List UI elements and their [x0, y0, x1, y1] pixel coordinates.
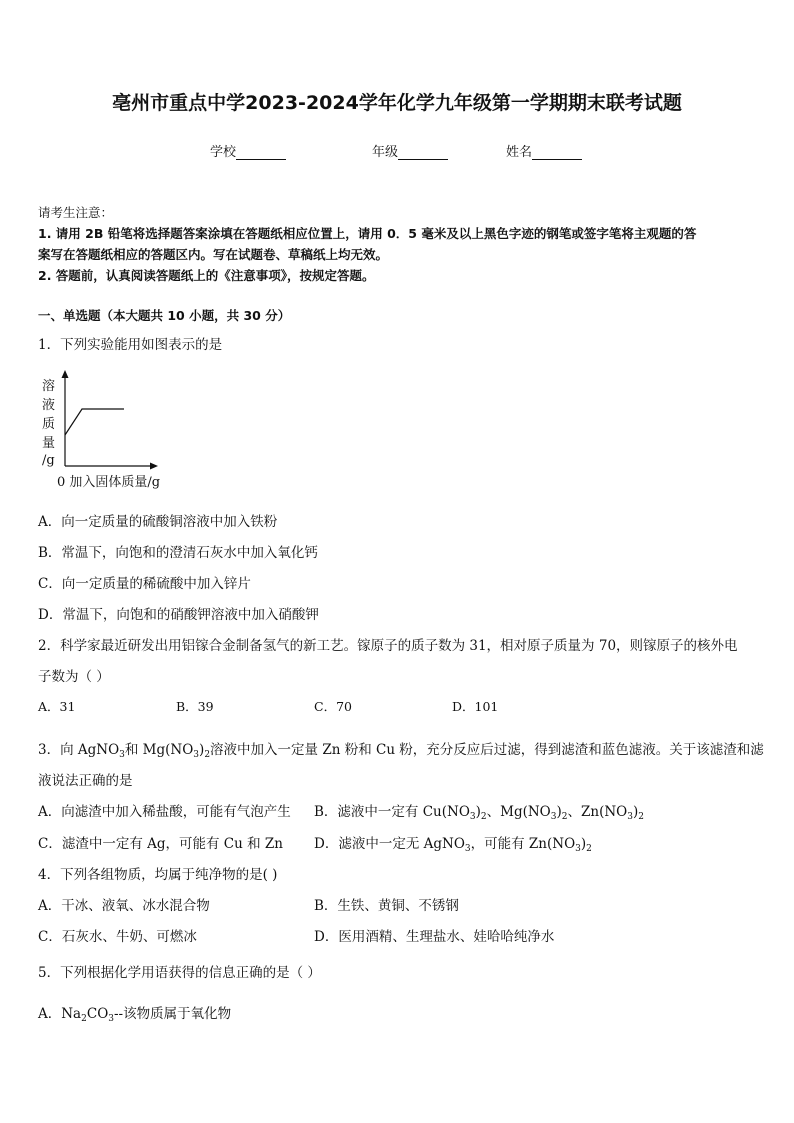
y-label-unit: /g — [42, 453, 55, 468]
q1-option-d: D．常温下，向饱和的硝酸钾溶液中加入硝酸钾 — [38, 607, 319, 623]
q3-option-c: C．滤渣中一定有 Ag，可能有 Cu 和 Zn — [38, 836, 283, 852]
notice-item-1-line-2: 案写在答题纸相应的答题区内。写在试题卷、草稿纸上均无效。 — [38, 247, 389, 262]
y-label-char-2: 液 — [42, 398, 56, 413]
x-axis-arrow-icon — [150, 463, 158, 470]
school-label: 学校 — [210, 145, 237, 160]
q4-option-b: B．生铁、黄铜、不锈钢 — [314, 898, 459, 914]
section-heading: 一、单选题（本大题共 10 小题，共 30 分） — [38, 308, 291, 323]
q3-option-d: D．滤液中一定无 AgNO$_3$，可能有 $Zn(NO_3)_2$ — [314, 836, 592, 854]
q4-option-d: D．医用酒精、生理盐水、娃哈哈纯净水 — [314, 929, 555, 945]
q1-option-c: C．向一定质量的稀硫酸中加入锌片 — [38, 576, 251, 592]
q1-graph — [38, 368, 178, 494]
q2-stem-line-1: 2．科学家最近研发出用铝镓合金制备氢气的新工艺。镓原子的质子数为 31，相对原子质量为 70，则镓原子的核外电 — [38, 638, 738, 654]
q4-stem: 4．下列各组物质，均属于纯净物的是( ) — [38, 867, 278, 883]
q1-stem: 1．下列实验能用如图表示的是 — [38, 337, 223, 353]
school-blank[interactable] — [236, 145, 286, 160]
q2-option-a: A．31 — [38, 699, 76, 714]
q3-stem-line-1: 3．向 AgNO$_3$和 $Mg(NO_3)_2$溶液中加入一定量 Zn 粉和 Cu 粉，充分反应后过滤，得到滤渣和蓝色滤液。关于该滤渣和滤 — [38, 742, 764, 760]
name-blank[interactable] — [532, 145, 582, 160]
notice-heading: 请考生注意： — [38, 205, 114, 220]
q5-option-a: A．$Na_2CO_3--$该物质属于氧化物 — [38, 1006, 232, 1024]
y-label-char-3: 质 — [42, 417, 56, 432]
name-label: 姓名 — [506, 145, 533, 160]
q1-option-b: B．常温下，向饱和的澄清石灰水中加入氧化钙 — [38, 545, 318, 561]
q2-option-d: D．101 — [452, 699, 499, 714]
grade-label: 年级 — [372, 145, 399, 160]
q4-option-c: C．石灰水、牛奶、可燃冰 — [38, 929, 197, 945]
grade-blank[interactable] — [398, 145, 448, 160]
name-field — [506, 141, 582, 160]
q2-option-b: B．39 — [176, 699, 214, 714]
q3-option-a: A．向滤渣中加入稀盐酸，可能有气泡产生 — [38, 804, 291, 820]
q2-option-c: C．70 — [314, 699, 352, 714]
notice-item-2: 2. 答题前，认真阅读答题纸上的《注意事项》，按规定答题。 — [38, 268, 375, 283]
school-field — [210, 141, 286, 160]
y-label-char-1: 溶 — [42, 379, 56, 394]
q4-option-a: A．干冰、液氧、冰水混合物 — [38, 898, 210, 914]
q3-stem-line-2: 液说法正确的是 — [38, 773, 133, 789]
x-axis-label: 0 加入固体质量/g — [57, 475, 161, 490]
y-label-char-4: 量 — [42, 436, 56, 451]
q2-stem-line-2: 子数为（ ） — [38, 669, 110, 685]
q5-stem: 5．下列根据化学用语获得的信息正确的是（ ） — [38, 965, 321, 981]
q3-option-b: B．滤液中一定有 $Cu(NO_3)_2$、$Mg(NO_3)_2$、$Zn(NO_3)_2$ — [314, 804, 644, 822]
graph-curve — [65, 409, 124, 435]
notice-item-1-line-1: 1. 请用 2B 铅笔将选择题答案涂填在答题纸相应位置上，请用 0．5 毫米及以上黑色字迹的钢笔或签字笔将主观题的答 — [38, 226, 697, 241]
q1-option-a: A．向一定质量的硫酸铜溶液中加入铁粉 — [38, 514, 278, 530]
grade-field — [372, 141, 448, 160]
y-axis-arrow-icon — [62, 370, 69, 378]
page-title: 亳州市重点中学2023-2024学年化学九年级第一学期期末联考试题 — [112, 92, 682, 114]
